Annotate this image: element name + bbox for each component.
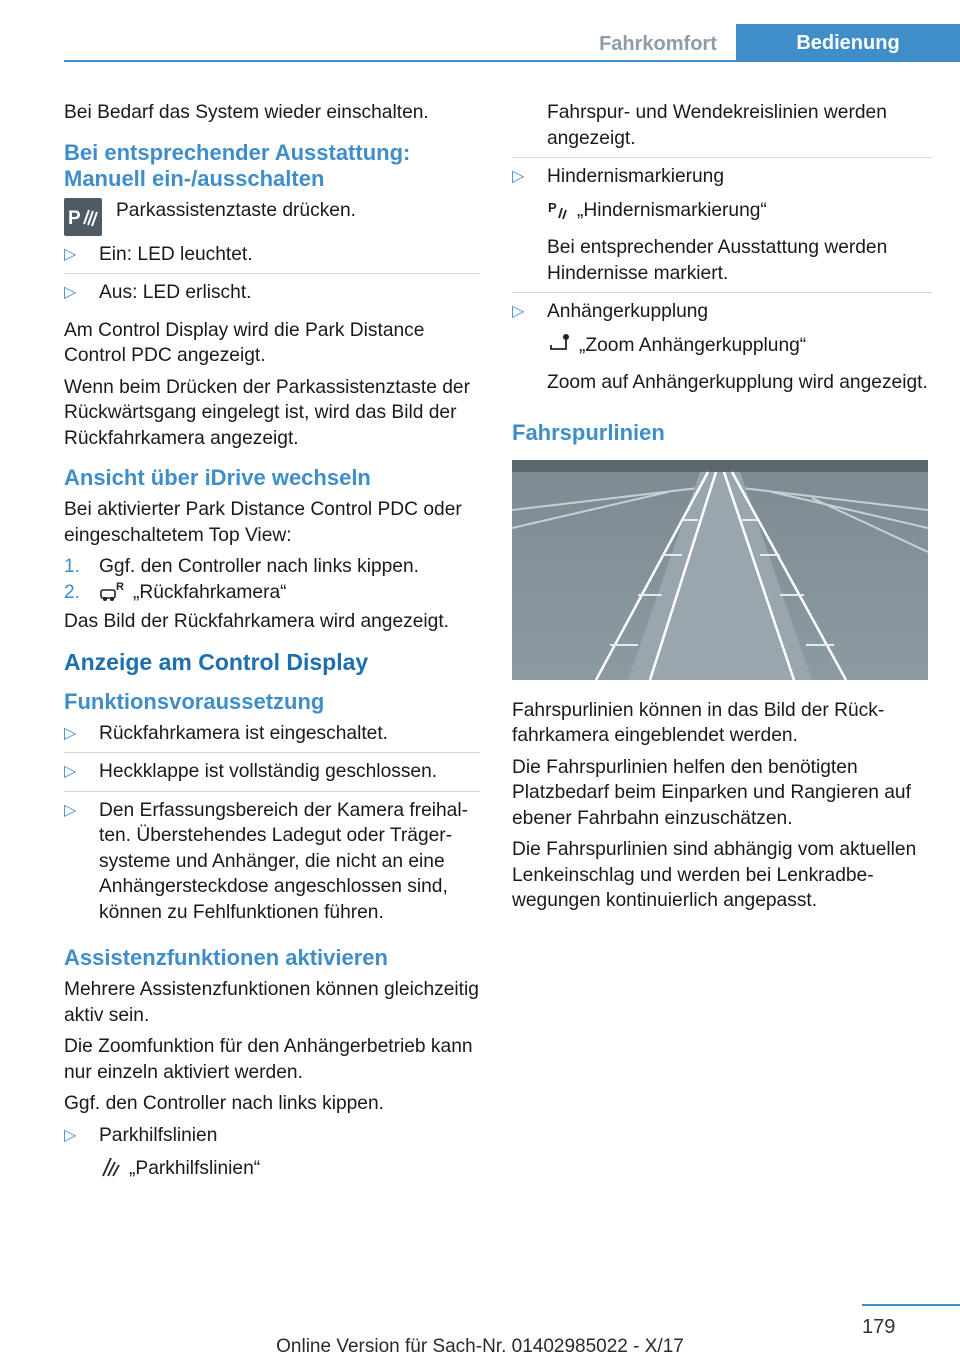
pdc-button-line <box>64 198 480 236</box>
list-item: ▷ Anhängerkupplung „Zoom Anhängerkupplung“ Zoom auf Anhängerkupplung wird angezeigt. <box>512 299 932 402</box>
footer-rule <box>862 1304 960 1306</box>
list-item: ▷ Parkhilfslinien „Parkhilfslinien“ <box>64 1123 480 1192</box>
list-item: ▷ Den Erfassungsbereich der Kamera freihalten. Überstehendes Ladegut oder Trägersysteme und Anhänger, die nicht an eine Anhängersteckdose angeschlossen sind, können zu Fehlfunktionen führen. <box>64 799 469 923</box>
header-tab-bedienung: Bedienung <box>736 24 960 62</box>
tow-hitch-entry: „Zoom Anhängerkupplung“ <box>547 333 932 363</box>
assist-list-right <box>512 100 932 402</box>
rear-camera-icon <box>99 580 125 610</box>
list-item: 1. Ggf. den Controller nach links kippen. <box>64 556 419 577</box>
obstacle-marking-icon <box>547 198 569 228</box>
paragraph-lanes-2: Die Fahrspurlinien helfen den benötigten Platzbedarf beim Einparken und Rangieren auf ebener Fahrbahn einzuschätzen. <box>512 756 911 829</box>
left-column <box>64 100 480 1198</box>
paragraph-assist-1: Mehrere Assistenzfunktionen können gleichzeitig aktiv sein. <box>64 979 479 1026</box>
obstacle-marking-desc: Bei entsprechender Ausstattung werden Hindernisse markiert. <box>547 237 888 284</box>
paragraph-idrive-view: Bei aktivierter Park Distance Control PDC oder eingeschaltetem Top View: <box>64 499 462 546</box>
steps-list <box>64 554 480 609</box>
tow-hitch-desc: Zoom auf Anhängerkupplung wird angezeigt. <box>547 372 928 393</box>
list-item: ▷ Hindernismarkierung P „Hindernismarkierung“ Bei entsprechender Ausstattung werden Hindernisse markiert. <box>512 164 932 293</box>
parking-lines-entry: „Parkhilfslinien“ <box>99 1156 480 1186</box>
heading-manual-toggle: Bei entsprechender Ausstattung: Manuell ein-/ausschalten <box>64 139 411 191</box>
led-status-list <box>64 242 480 312</box>
heading-control-display: Anzeige am Control Display <box>64 648 369 675</box>
triangle-bullet-icon: ▷ <box>64 284 77 301</box>
triangle-bullet-icon: ▷ <box>64 1126 77 1144</box>
paragraph-lanes-3: Die Fahrspurlinien sind abhängig vom aktuellen Lenkeinschlag und werden bei Lenkradbewegungen kontinuierlich angepasst. <box>512 839 917 911</box>
prerequisites-list <box>64 721 480 932</box>
list-item: ▷ Aus: LED erlischt. <box>64 280 480 312</box>
tow-hitch-icon <box>547 333 571 363</box>
assist-list-left <box>64 1123 480 1192</box>
list-item: Fahrspur- und Wendekreislinien werden angezeigt. <box>512 100 932 158</box>
paragraph-camera-shown: Das Bild der Rückfahrkamera wird angezeigt. <box>64 611 449 632</box>
lane-lines-image <box>512 460 928 680</box>
paragraph-assist-3: Ggf. den Controller nach links kippen. <box>64 1093 384 1114</box>
header-rule <box>64 60 960 62</box>
heading-lane-lines: Fahrspurlinien <box>512 419 665 445</box>
footer-online-version: Online Version für Sach-Nr. 01402985022 - X/17 <box>276 1336 684 1357</box>
svg-text:P: P <box>548 199 557 215</box>
paragraph-assist-2: Die Zoomfunktion für den Anhängerbetrieb kann nur einzeln aktiviert werden. <box>64 1036 473 1083</box>
svg-text:P: P <box>68 207 81 229</box>
heading-assist-functions: Assistenzfunktionen aktivieren <box>64 945 388 970</box>
triangle-bullet-icon: ▷ <box>64 763 77 780</box>
list-item: 2. R „Rückfahrkamera“ <box>64 580 480 610</box>
paragraph-reverse-gear: Wenn beim Drücken der Parkassistenztaste der Rückwärtsgang eingelegt ist, wird das Bild der Rückfahrkamera angezeigt. <box>64 376 470 449</box>
park-assist-button-icon <box>64 198 102 236</box>
right-column <box>512 100 932 920</box>
paragraph-control-display: Am Control Display wird die Park Distance Control PDC angezeigt. <box>64 319 425 366</box>
triangle-bullet-icon: ▷ <box>64 801 77 819</box>
parking-lines-icon <box>99 1156 121 1186</box>
obstacle-marking-entry: P „Hindernismarkierung“ <box>547 198 932 228</box>
triangle-bullet-icon: ▷ <box>512 168 525 185</box>
paragraph-lanes-1: Fahrspurlinien können in das Bild der Rückfahrkamera eingeblendet werden. <box>512 699 885 746</box>
svg-text:R: R <box>116 580 124 593</box>
list-item: ▷ Heckklappe ist vollständig geschlossen. <box>64 759 480 792</box>
heading-idrive-view: Ansicht über iDrive wechseln <box>64 465 371 490</box>
heading-prerequisites: Funktionsvoraussetzung <box>64 688 325 714</box>
paragraph-reactivate: Bei Bedarf das System wieder einschalten. <box>64 102 429 123</box>
page-number: 179 <box>862 1316 896 1338</box>
list-item: ▷ Rückfahrkamera ist eingeschaltet. <box>64 721 480 754</box>
triangle-bullet-icon: ▷ <box>64 724 77 742</box>
pdc-button-text: Parkassistenztaste drücken. <box>116 199 356 221</box>
list-item: ▷ Ein: LED leuchtet. <box>64 242 480 275</box>
triangle-bullet-icon: ▷ <box>64 245 77 263</box>
triangle-bullet-icon: ▷ <box>512 303 525 320</box>
header-tab-fahrkomfort: Fahrkomfort <box>599 33 717 55</box>
